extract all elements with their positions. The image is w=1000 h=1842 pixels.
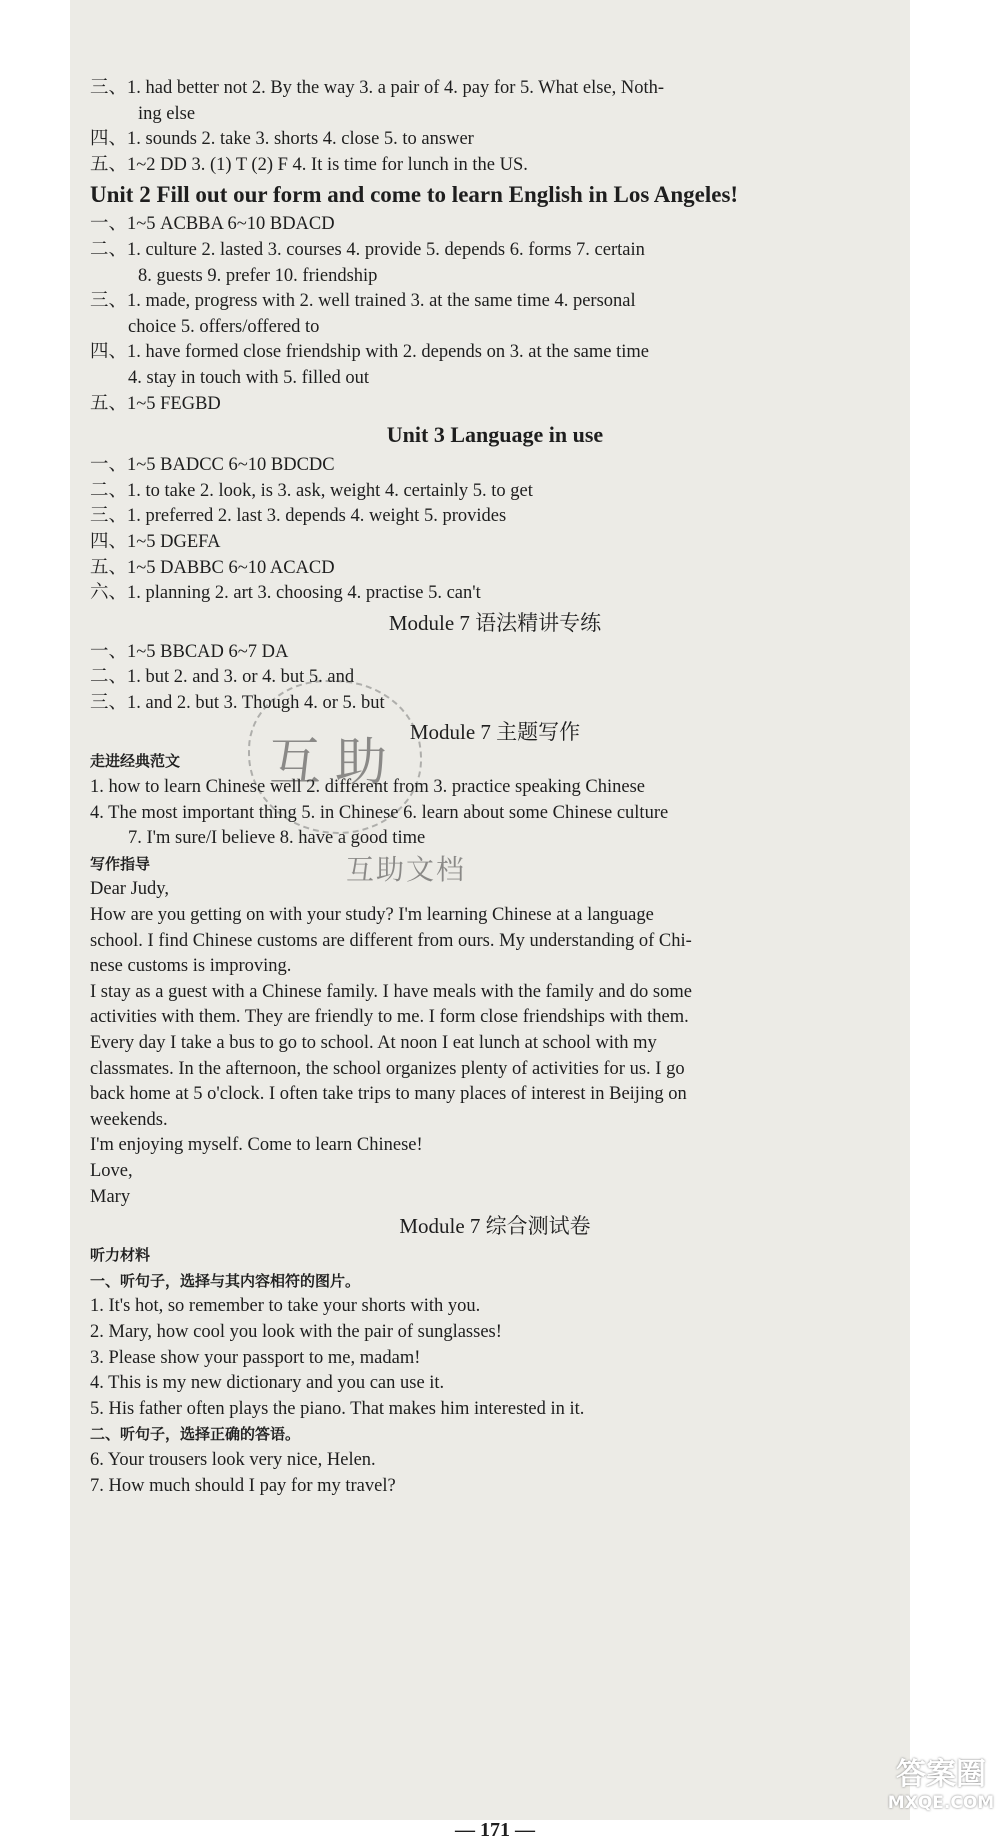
- grammar-title: Module 7 语法精讲专练: [388, 610, 602, 635]
- answer-line: 三、1. made, progress with 2. well trained 3. at the same time 4. personal: [90, 291, 636, 312]
- watermark-stamp: 互助: [248, 680, 422, 834]
- answer-line: 二、1. but 2. and 3. or 4. but 5. and: [90, 667, 355, 688]
- answer-line: 五、1~5 FEGBD: [90, 393, 221, 414]
- letter-line: Love,: [90, 1160, 133, 1181]
- listening-line: 4. This is my new dictionary and you can use it.: [90, 1373, 445, 1394]
- answer-line: 二、1. to take 2. look, is 3. ask, weight 4. certainly 5. to get: [90, 480, 533, 501]
- letter-line: Every day I take a bus to go to school. At noon I eat lunch at school with my: [90, 1033, 657, 1053]
- answer-line: 1. how to learn Chinese well 2. different from 3. practice speaking Chinese: [90, 777, 646, 798]
- watermark-text: 互助文档: [346, 853, 467, 886]
- unit2-title: Unit 2 Fill out our form and come to learn English in Los Angeles!: [90, 182, 739, 208]
- answer-line: 四、1. sounds 2. take 3. shorts 4. close 5. to answer: [90, 129, 474, 150]
- answer-line: 4. The most important thing 5. in Chinese 6. learn about some Chinese culture: [90, 802, 669, 823]
- letter-line: Dear Judy,: [90, 879, 169, 900]
- answer-line: 一、1~5 ACBBA 6~10 BDACD: [90, 214, 335, 235]
- listening-line: 7. How much should I pay for my travel?: [90, 1475, 396, 1496]
- answer-content: [90, 76, 900, 1841]
- answer-line: choice 5. offers/offered to: [128, 316, 320, 337]
- answer-line: 五、1~5 DABBC 6~10 ACACD: [90, 557, 335, 578]
- letter-line: weekends.: [90, 1109, 168, 1130]
- answer-line: 五、1~2 DD 3. (1) T (2) F 4. It is time for lunch in the US.: [90, 154, 528, 175]
- answer-line: 四、1. have formed close friendship with 2. depends on 3. at the same time: [90, 342, 649, 363]
- classic-essay-label: 走进经典范文: [90, 752, 181, 771]
- answer-line: 7. I'm sure/I believe 8. have a good time: [128, 828, 426, 849]
- letter-line: school. I find Chinese customs are different from ours. My understanding of Chi-: [90, 930, 692, 951]
- site-logo-text: 答案圈: [896, 1757, 986, 1792]
- answer-page: [70, 0, 910, 1841]
- letter-line: nese customs is improving.: [90, 956, 292, 977]
- listening-label: 听力材料: [90, 1246, 151, 1265]
- answer-line: 一、1~5 BBCAD 6~7 DA: [90, 641, 289, 662]
- writing-title: Module 7 主题写作: [409, 720, 581, 745]
- site-logo: [882, 1758, 1000, 1820]
- listening-line: 3. Please show your passport to me, madam!: [90, 1347, 421, 1368]
- answer-line: 三、1. and 2. but 3. Though 4. or 5. but: [90, 692, 385, 713]
- listening-line: 1. It's hot, so remember to take your shorts with you.: [90, 1296, 481, 1317]
- listening-line: 2. Mary, how cool you look with the pair of sunglasses!: [90, 1321, 502, 1342]
- listening-line: 6. Your trousers look very nice, Helen.: [90, 1449, 376, 1470]
- answer-line: 四、1~5 DGEFA: [90, 531, 221, 552]
- letter-line: Mary: [90, 1186, 131, 1207]
- answer-line: 二、1. culture 2. lasted 3. courses 4. provide 5. depends 6. forms 7. certain: [90, 239, 645, 260]
- answer-line: 六、1. planning 2. art 3. choosing 4. practise 5. can't: [90, 583, 481, 604]
- letter-line: How are you getting on with your study? I'm learning Chinese at a language: [90, 905, 654, 926]
- test-title: Module 7 综合测试卷: [399, 1214, 591, 1239]
- site-logo-domain: MXQE.COM: [887, 1793, 995, 1813]
- listening-part1-title: 一、听句子，选择与其内容相符的图片。: [90, 1271, 361, 1290]
- listening-line: 5. His father often plays the piano. That makes him interested in it.: [90, 1398, 585, 1419]
- letter-line: I'm enjoying myself. Come to learn Chinese!: [90, 1135, 423, 1156]
- writing-guide-label: 写作指导: [90, 854, 151, 873]
- answer-line: ing else: [138, 103, 196, 124]
- letter-line: activities with them. They are friendly to me. I form close friendships with them.: [90, 1007, 689, 1028]
- letter-line: back home at 5 o'clock. I often take trips to many places of interest in Beijing on: [90, 1084, 687, 1105]
- answer-line: 三、1. preferred 2. last 3. depends 4. weight 5. provides: [90, 506, 507, 527]
- listening-part2-title: 二、听句子，选择正确的答语。: [90, 1425, 301, 1444]
- unit3-title: Unit 3 Language in use: [386, 422, 604, 448]
- answer-line: 三、1. had better not 2. By the way 3. a pair of 4. pay for 5. What else, Noth-: [90, 78, 665, 98]
- answer-line: 8. guests 9. prefer 10. friendship: [138, 265, 378, 286]
- letter-line: I stay as a guest with a Chinese family. I have meals with the family and do some: [90, 981, 692, 1002]
- letter-line: classmates. In the afternoon, the school organizes plenty of activities for us. I go: [90, 1058, 685, 1079]
- answer-line: 一、1~5 BADCC 6~10 BDCDC: [90, 455, 335, 476]
- answer-line: 4. stay in touch with 5. filled out: [128, 367, 369, 388]
- page-number: — 171 —: [455, 1819, 535, 1841]
